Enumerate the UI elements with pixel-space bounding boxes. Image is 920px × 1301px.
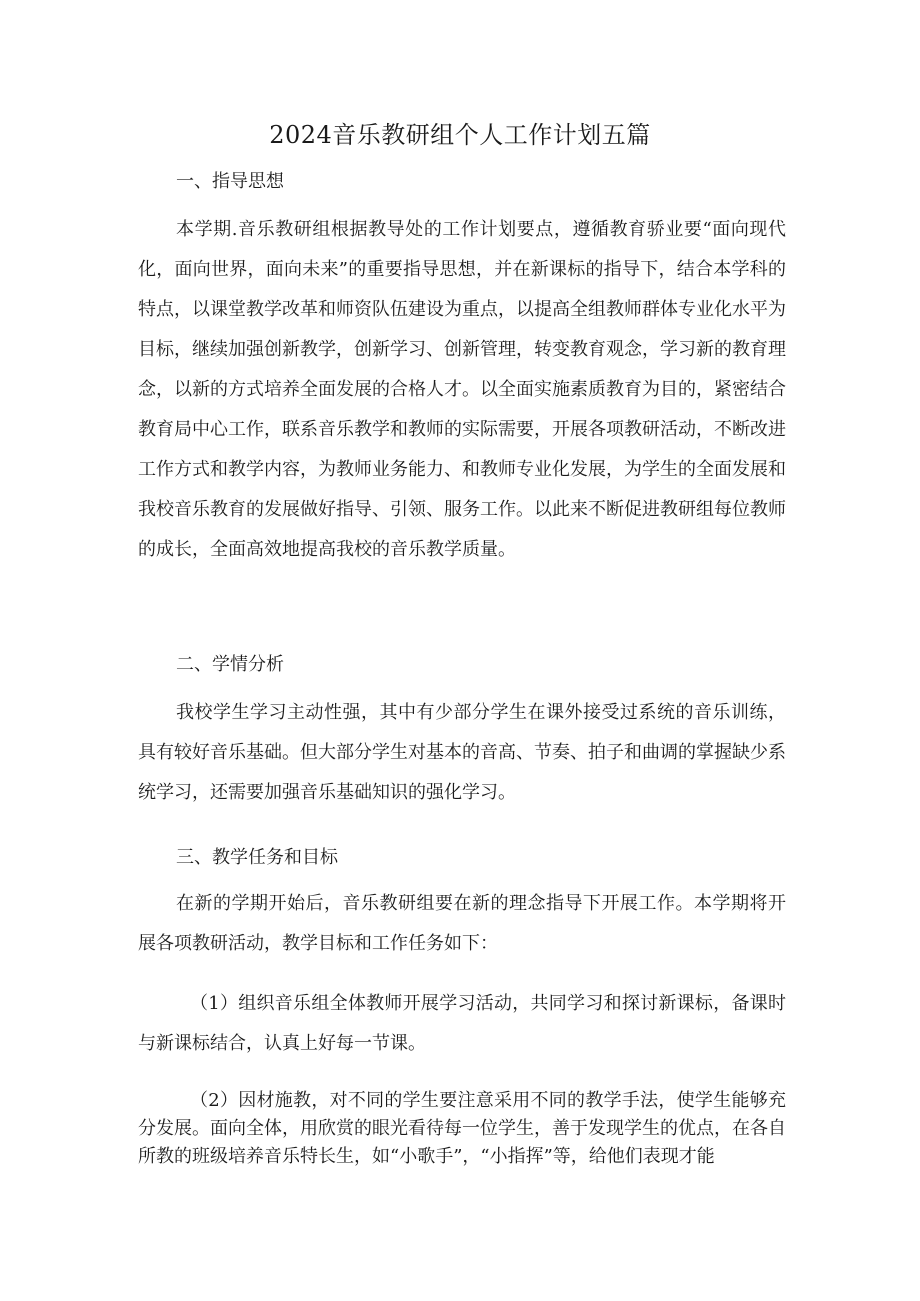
list-item-1: （1）组织音乐组全体教师开展学习活动，共同学习和探讨新课标，备课时与新课标结合，认真上好每一节课。 [138,993,786,1054]
paragraph-student-analysis: 我校学生学习主动性强，其中有少部分学生在课外接受过系统的音乐训练，具有较好音乐基础。但大部分学生对基本的音高、节奏、拍子和曲调的掌握缺少系统学习，还需要加强音乐基础知识的强化学习。 [138,702,786,803]
section-heading-tasks-goals: 三、教学任务和目标 [176,847,338,868]
paragraph-guiding-thought: 本学期.音乐教研组根据教导处的工作计划要点，遵循教育骄业要“面向现代化，面向世界，面向未来”的重要指导思想，并在新课标的指导下，结合本学科的特点，以课堂教学改革和师资队伍建设为重点，以提高全组教师群体专业化水平为目标，继续加强创新教学，创新学习、创新管理，转变教育观念，学习新的教育理念，以新的方式培养全面发展的合格人才。以全面实施素质教育为目的，紧密结合教育局中心工作，联系音乐教学和教师的实际需要，开展各项教研活动，不断改进工作方式和教学内容，为教师业务能力、和教师专业化发展，为学生的全面发展和我校音乐教育的发展做好指导、引领、服务工作。以此来不断促进教研组每位教师的成长，全面高效地提高我校的音乐教学质量。 [138,219,786,560]
section-heading-student-analysis: 二、学情分析 [176,654,284,675]
document-title: 2024音乐教研组个人工作计划五篇 [269,121,651,149]
list-item-2: （2）因材施教，对不同的学生要注意采用不同的教学手法，使学生能够充分发展。面向全体，用欣赏的眼光看待每一位学生，善于发现学生的优点，在各自所教的班级培养音乐特长生，如“小歌手”，“小指挥”等，给他们表现才能 [138,1090,786,1167]
section-heading-guiding-thought: 一、指导思想 [176,171,284,192]
paragraph-tasks-goals: 在新的学期开始后，音乐教研组要在新的理念指导下开展工作。本学期将开展各项教研活动，教学目标和工作任务如下： [138,893,786,954]
